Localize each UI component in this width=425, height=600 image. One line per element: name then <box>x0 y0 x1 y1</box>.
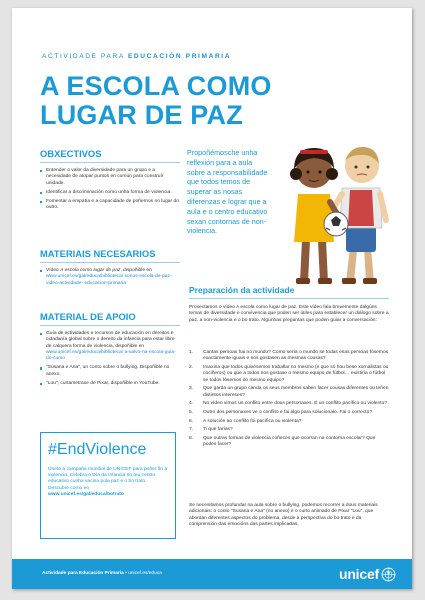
question-item <box>189 386 389 399</box>
objective-item: Fomentar a empatía e a capacidade de poñernos no lugar do outro. <box>40 199 180 212</box>
preparation-outro: Se necesitamos profundar na aula sobre o bullying, podemos recorrer a dous materiais adicionais: o conto "Susana e Ana" (no anexo) e o curto animado de Pixar "Lou", que abordan diferentes aspectos do problema, desde a perspectiva do bo trato e da comprensión das emocións das partes implicadas. <box>189 503 378 528</box>
support-guide-link[interactable]: www.unicef.es/gal/educa/biblioteca/ a-salvo-na-escola-guia-do-curso <box>46 349 176 362</box>
question-text: Imaxina que todos quixésemos traballar no mesmo (e que só hou bese xornalistas ou cociñeros) ou que a todos nos gostase o mesmo equipo de fútbol… existiría o fútbol se todos fósemos do mesmo equipo? <box>203 365 389 383</box>
question-number: 6. <box>189 418 194 424</box>
objectives-list <box>40 168 180 212</box>
objective-item: Identificar a discriminación como unha forma de violencia. <box>40 190 180 196</box>
document-kicker <box>42 53 231 60</box>
question-number: 8. <box>189 435 194 441</box>
title-line-1: A ESCOLA COMO <box>40 71 272 101</box>
endviolence-link[interactable]: www.unicef.es/gal/educa/botrato <box>48 491 124 497</box>
question-text: Cantas persoas hai no mundo? Como sería o mundo se todas esas persoas fósemos exactamente iguais e nos gostasen as mesmas cousas? <box>203 350 389 362</box>
endviolence-box <box>40 432 176 539</box>
unicef-emblem-icon <box>381 567 396 582</box>
question-item <box>189 350 389 363</box>
question-number: 1. <box>189 350 194 355</box>
support-section <box>40 311 180 387</box>
question-number: 2. <box>189 365 194 370</box>
material-prefix: Vídeo <box>46 268 61 273</box>
left-column <box>40 148 180 390</box>
question-number: 3. <box>189 386 194 392</box>
question-text: Outro dos personaxes ve o conflito e fai algo para solucionalo. Fai o correcto? <box>203 410 373 415</box>
footer-url: • unicef.es/educa <box>123 571 162 576</box>
endviolence-text <box>48 467 168 498</box>
preparation-heading: Preparación da actividade <box>189 285 389 299</box>
objectives-heading: OBXECTIVOS <box>40 148 180 163</box>
materials-heading: MATERIAIS NECESARIOS <box>40 248 180 263</box>
question-text: Que outras formas de violencia coñeces que ocorran na contorna escolar? Que podes facer? <box>203 435 376 448</box>
question-text: Que garda un grupo canda os seus membros saben facer cousas diferentes ou teñen distintos intereses? <box>203 386 389 398</box>
materials-section <box>40 248 180 311</box>
question-text: A solución ao conflito foi pacífica ou violenta? <box>203 418 302 424</box>
material-link[interactable]: www.unicef.es/gal/educa/biblioteca/ sonos-escola-de-paz-video-actividade- educacion-primaria <box>46 274 172 286</box>
support-list <box>40 331 180 387</box>
unicef-logo <box>339 566 396 582</box>
preparation-intro: Proxectamos o vídeo A escola como lugar de paz. Este vídeo fala brevemente dalgúns temas de diversidade e convivencia que poden ser útiles para establecer un diálogo sobre a paz, a non-violencia e o bo trato. Algunhas preguntas que poden guiar a conversación: <box>189 305 389 323</box>
endviolence-body: Únete á campaña mundial de UNICEF para poñer fin á violencia. Celebra o Día da Infancia no teu centro educativo cunha vacina pola paz e o bo trato. Descubre como en <box>48 467 168 491</box>
footer-caption <box>42 571 162 576</box>
endviolence-title: #EndViolence <box>48 441 147 458</box>
material-video-title: A escola como lugar de paz <box>60 268 121 273</box>
support-item-text: Guía de actividades e recursos de educación en dereitos e cidadanía global sobre o dereito da infancia para estar libre de calquera forma de violencia, dispoñible en <box>46 331 175 349</box>
support-item: "Lou", curtametraxe de Pixar, dispoñible in YouTube. <box>40 381 180 387</box>
question-item <box>189 427 389 433</box>
kicker-prefix: ACTIVIDADE PARA <box>42 53 128 60</box>
title-line-2: LUGAR DE PAZ <box>40 100 243 130</box>
material-suffix: , dispoñible en <box>120 268 152 273</box>
page-title <box>40 72 380 130</box>
children-with-ball-illustration <box>280 136 398 286</box>
question-list <box>189 350 389 451</box>
support-item <box>40 331 180 362</box>
material-item <box>40 268 180 287</box>
question-text: Ti que farías? <box>203 427 233 433</box>
question-number: 7. <box>189 427 194 433</box>
question-item <box>189 419 389 425</box>
support-heading: MATERIAL DE APOIO <box>40 311 180 326</box>
footer-activity-label: Actividade para Educación Primaria <box>42 571 124 576</box>
question-item <box>189 401 389 407</box>
support-item: "Susana e Ana", un conto sobre o bullying. Dispoñible no anexo. <box>40 365 180 378</box>
kicker-level: EDUCACIÓN PRIMARIA <box>127 53 232 60</box>
question-item <box>189 436 389 449</box>
page-footer <box>12 559 412 589</box>
question-item <box>189 410 389 416</box>
document-page <box>12 8 412 589</box>
intro-quote: Propoñémosche unha reflexión para a aula sobre a responsabilidade que todos temos de superar as nosas diferenzas e lograr que a aula e o centro educativo sexan contornas de non-violencia. <box>187 148 268 236</box>
question-item <box>189 365 389 384</box>
materials-list <box>40 268 180 287</box>
objective-item: Entender o valor da diversidade para un grupo e a necesidade de atopar puntos en común para construír unidade. <box>40 168 180 187</box>
objectives-section <box>40 148 180 248</box>
question-number: 5. <box>189 410 194 415</box>
unicef-wordmark: unicef <box>338 566 379 582</box>
question-text: No vídeo vimos un conflito entre dous personaxes. É un conflito pacífico ou violento? <box>203 401 388 407</box>
question-number: 4. <box>189 401 194 407</box>
